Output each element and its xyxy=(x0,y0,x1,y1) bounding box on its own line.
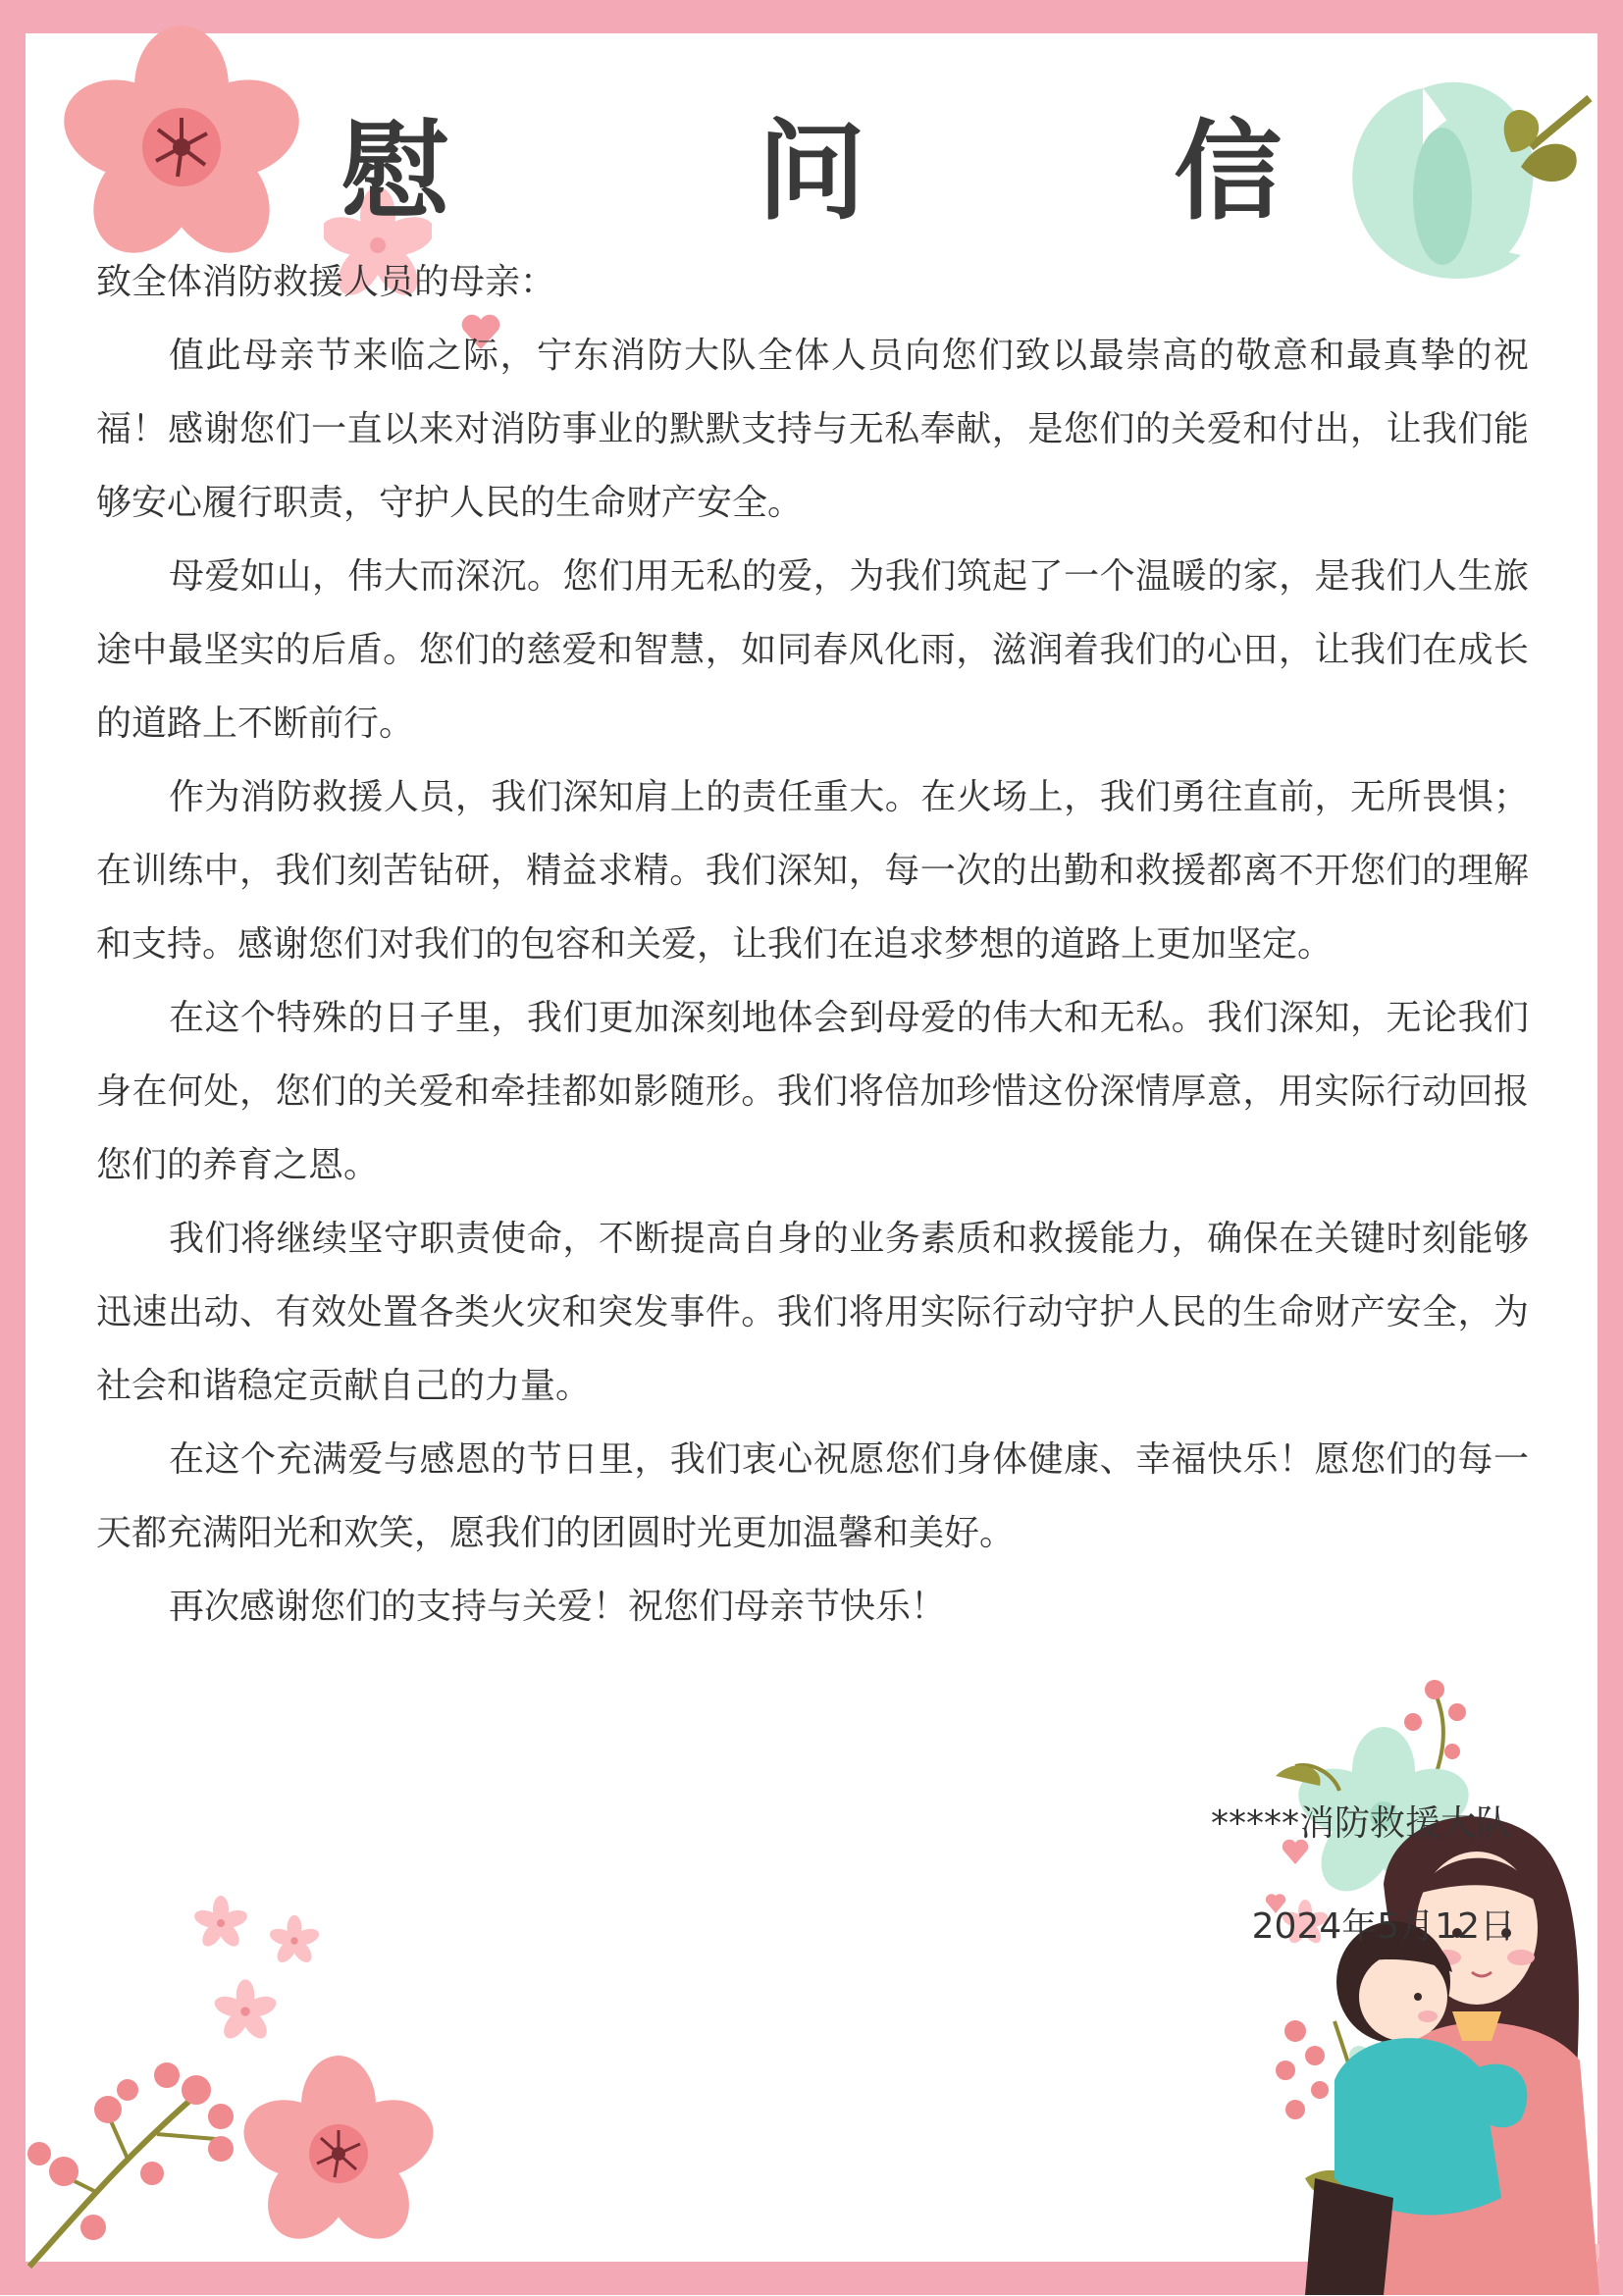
pink-flower-icon xyxy=(267,1913,322,1968)
paragraph: 值此母亲节来临之际，宁东消防大队全体人员向您们致以最崇高的敬意和最真挚的祝福！感谢您们一直以来对消防事业的默默支持与无私奉献，是您们的关爱和付出，让我们能够安心履行职责，守护人民的生命财产安全。 xyxy=(96,336,1529,523)
letter-date: 2024年5月12日 xyxy=(1251,1906,1515,1947)
letter-title: 慰 问 信 xyxy=(340,109,1418,235)
letter-body xyxy=(96,245,1529,1644)
paragraph: 母爱如山，伟大而深沉。您们用无私的爱，为我们筑起了一个温暖的家，是我们人生旅途中最坚实的后盾。您们的慈爱和智慧，如同春风化雨，滋润着我们的心田，让我们在成长的道路上不断前行。 xyxy=(96,556,1529,744)
salutation: 致全体消防救援人员的母亲： xyxy=(96,262,556,302)
pink-flower-icon xyxy=(191,1894,250,1953)
paragraph: 在这个充满爱与感恩的节日里，我们衷心祝愿您们身体健康、幸福快乐！愿您们的每一天都充满阳光和欢笑，愿我们的团圆时光更加温馨和美好。 xyxy=(96,1439,1529,1553)
pink-flower-icon xyxy=(211,1977,280,2046)
paragraph: 我们将继续坚守职责使命，不断提高自身的业务素质和救援能力，确保在关键时刻能够迅速出动、有效处置各类火灾和突发事件。我们将用实际行动守护人民的生命财产安全，为社会和谐稳定贡献自己的力量。 xyxy=(96,1219,1529,1406)
paragraph: 在这个特殊的日子里，我们更加深刻地体会到母爱的伟大和无私。我们深知，无论我们身在何处，您们的关爱和牵挂都如影随形。我们将倍加珍惜这份深情厚意，用实际行动回报您们的养育之恩。 xyxy=(96,998,1529,1185)
mother-child-illustration xyxy=(1246,1786,1599,2295)
pink-flower-icon xyxy=(240,2056,437,2252)
signature: *****消防救援大队 xyxy=(1210,1803,1511,1844)
paragraph: 作为消防救援人员，我们深知肩上的责任重大。在火场上，我们勇往直前，无所畏惧；在训练中，我们刻苦钻研，精益求精。我们深知，每一次的出勤和救援都离不开您们的理解和支持。感谢您们对我们的包容和关爱，让我们在追求梦想的道路上更加坚定。 xyxy=(96,777,1529,965)
paragraph: 再次感谢您们的支持与关爱！祝您们母亲节快乐！ xyxy=(169,1587,947,1627)
berry-branch-icon xyxy=(20,2056,245,2271)
